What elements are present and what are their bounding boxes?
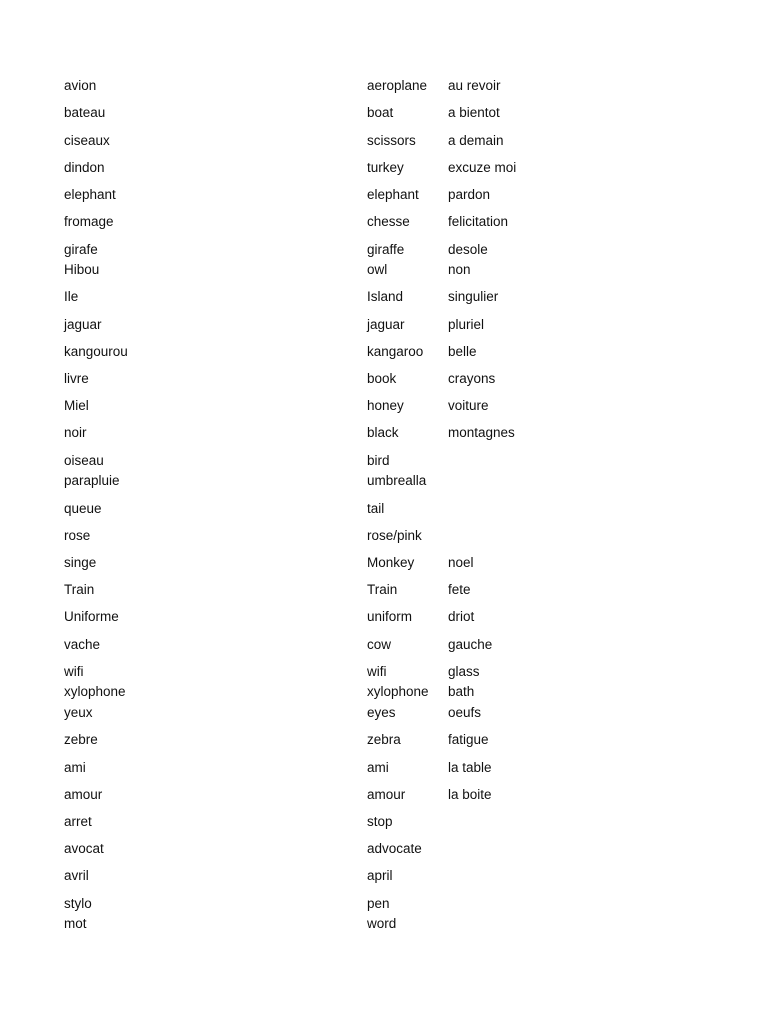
extra-word: oeufs xyxy=(448,705,482,720)
french-word: amour xyxy=(64,787,103,802)
word-row xyxy=(0,471,768,491)
english-word: cow xyxy=(367,637,392,652)
word-row xyxy=(0,103,768,123)
extra-word: crayons xyxy=(448,371,496,386)
english-word: Train xyxy=(367,582,398,597)
word-row xyxy=(0,785,768,805)
extra-word: noel xyxy=(448,555,474,570)
french-word: wifi xyxy=(64,664,84,679)
french-word: dindon xyxy=(64,160,105,175)
english-word: umbrealla xyxy=(367,473,427,488)
french-word: yeux xyxy=(64,705,93,720)
english-word: eyes xyxy=(367,705,396,720)
extra-word: fatigue xyxy=(448,732,489,747)
french-word: Miel xyxy=(64,398,89,413)
english-word: black xyxy=(367,425,399,440)
english-word: tail xyxy=(367,501,385,516)
english-word: scissors xyxy=(367,133,416,148)
english-word: turkey xyxy=(367,160,404,175)
word-row xyxy=(0,682,768,702)
english-word: wifi xyxy=(367,664,387,679)
word-row xyxy=(0,158,768,178)
french-word: bateau xyxy=(64,105,106,120)
extra-word: excuze moi xyxy=(448,160,517,175)
french-word: queue xyxy=(64,501,102,516)
english-word: owl xyxy=(367,262,388,277)
english-word: giraffe xyxy=(367,242,405,257)
french-word: kangourou xyxy=(64,344,128,359)
extra-word: a bientot xyxy=(448,105,500,120)
word-row xyxy=(0,812,768,832)
english-word: word xyxy=(367,916,397,931)
word-row xyxy=(0,914,768,934)
extra-word: gauche xyxy=(448,637,493,652)
extra-word: au revoir xyxy=(448,78,501,93)
word-row xyxy=(0,662,768,682)
word-row xyxy=(0,185,768,205)
word-row xyxy=(0,730,768,750)
french-word: singe xyxy=(64,555,97,570)
french-word: avril xyxy=(64,868,89,883)
word-row xyxy=(0,703,768,723)
word-row xyxy=(0,499,768,519)
french-word: Uniforme xyxy=(64,609,119,624)
french-word: ciseaux xyxy=(64,133,110,148)
extra-word: montagnes xyxy=(448,425,515,440)
word-row xyxy=(0,580,768,600)
extra-word: belle xyxy=(448,344,477,359)
english-word: honey xyxy=(367,398,404,413)
french-word: girafe xyxy=(64,242,98,257)
word-row xyxy=(0,260,768,280)
english-word: ami xyxy=(367,760,389,775)
french-word: Train xyxy=(64,582,95,597)
english-word: april xyxy=(367,868,393,883)
word-row xyxy=(0,212,768,232)
extra-word: a demain xyxy=(448,133,504,148)
word-row xyxy=(0,423,768,443)
english-word: chesse xyxy=(367,214,410,229)
extra-word: desole xyxy=(448,242,488,257)
french-word: stylo xyxy=(64,896,92,911)
english-word: uniform xyxy=(367,609,413,624)
word-row xyxy=(0,451,768,471)
word-row xyxy=(0,131,768,151)
word-row xyxy=(0,369,768,389)
word-row xyxy=(0,76,768,96)
extra-word: pardon xyxy=(448,187,491,202)
extra-word: pluriel xyxy=(448,317,485,332)
french-word: jaguar xyxy=(64,317,102,332)
word-row xyxy=(0,396,768,416)
word-row xyxy=(0,758,768,778)
french-word: oiseau xyxy=(64,453,104,468)
extra-word: la table xyxy=(448,760,492,775)
word-row xyxy=(0,866,768,886)
french-word: noir xyxy=(64,425,87,440)
word-row xyxy=(0,287,768,307)
french-word: fromage xyxy=(64,214,114,229)
french-word: livre xyxy=(64,371,89,386)
french-word: vache xyxy=(64,637,101,652)
french-word: xylophone xyxy=(64,684,126,699)
extra-word: glass xyxy=(448,664,480,679)
word-row xyxy=(0,342,768,362)
english-word: Monkey xyxy=(367,555,415,570)
word-row xyxy=(0,526,768,546)
word-row xyxy=(0,315,768,335)
french-word: elephant xyxy=(64,187,116,202)
english-word: elephant xyxy=(367,187,419,202)
word-row xyxy=(0,894,768,914)
english-word: amour xyxy=(367,787,406,802)
english-word: book xyxy=(367,371,397,386)
word-row xyxy=(0,839,768,859)
extra-word: la boite xyxy=(448,787,492,802)
french-word: rose xyxy=(64,528,91,543)
word-row xyxy=(0,240,768,260)
english-word: kangaroo xyxy=(367,344,424,359)
extra-word: driot xyxy=(448,609,475,624)
french-word: avocat xyxy=(64,841,104,856)
english-word: boat xyxy=(367,105,394,120)
word-row xyxy=(0,607,768,627)
extra-word: singulier xyxy=(448,289,499,304)
word-row xyxy=(0,553,768,573)
english-word: rose/pink xyxy=(367,528,422,543)
english-word: jaguar xyxy=(367,317,405,332)
extra-word: felicitation xyxy=(448,214,509,229)
extra-word: non xyxy=(448,262,471,277)
english-word: xylophone xyxy=(367,684,429,699)
english-word: stop xyxy=(367,814,393,829)
english-word: bird xyxy=(367,453,390,468)
french-word: parapluie xyxy=(64,473,120,488)
extra-word: voiture xyxy=(448,398,489,413)
french-word: Ile xyxy=(64,289,79,304)
english-word: aeroplane xyxy=(367,78,428,93)
english-word: zebra xyxy=(367,732,401,747)
french-word: arret xyxy=(64,814,92,829)
english-word: pen xyxy=(367,896,390,911)
extra-word: fete xyxy=(448,582,471,597)
extra-word: bath xyxy=(448,684,475,699)
french-word: ami xyxy=(64,760,86,775)
french-word: avion xyxy=(64,78,97,93)
french-word: Hibou xyxy=(64,262,100,277)
word-row xyxy=(0,635,768,655)
english-word: Island xyxy=(367,289,404,304)
french-word: zebre xyxy=(64,732,98,747)
french-word: mot xyxy=(64,916,87,931)
english-word: advocate xyxy=(367,841,422,856)
